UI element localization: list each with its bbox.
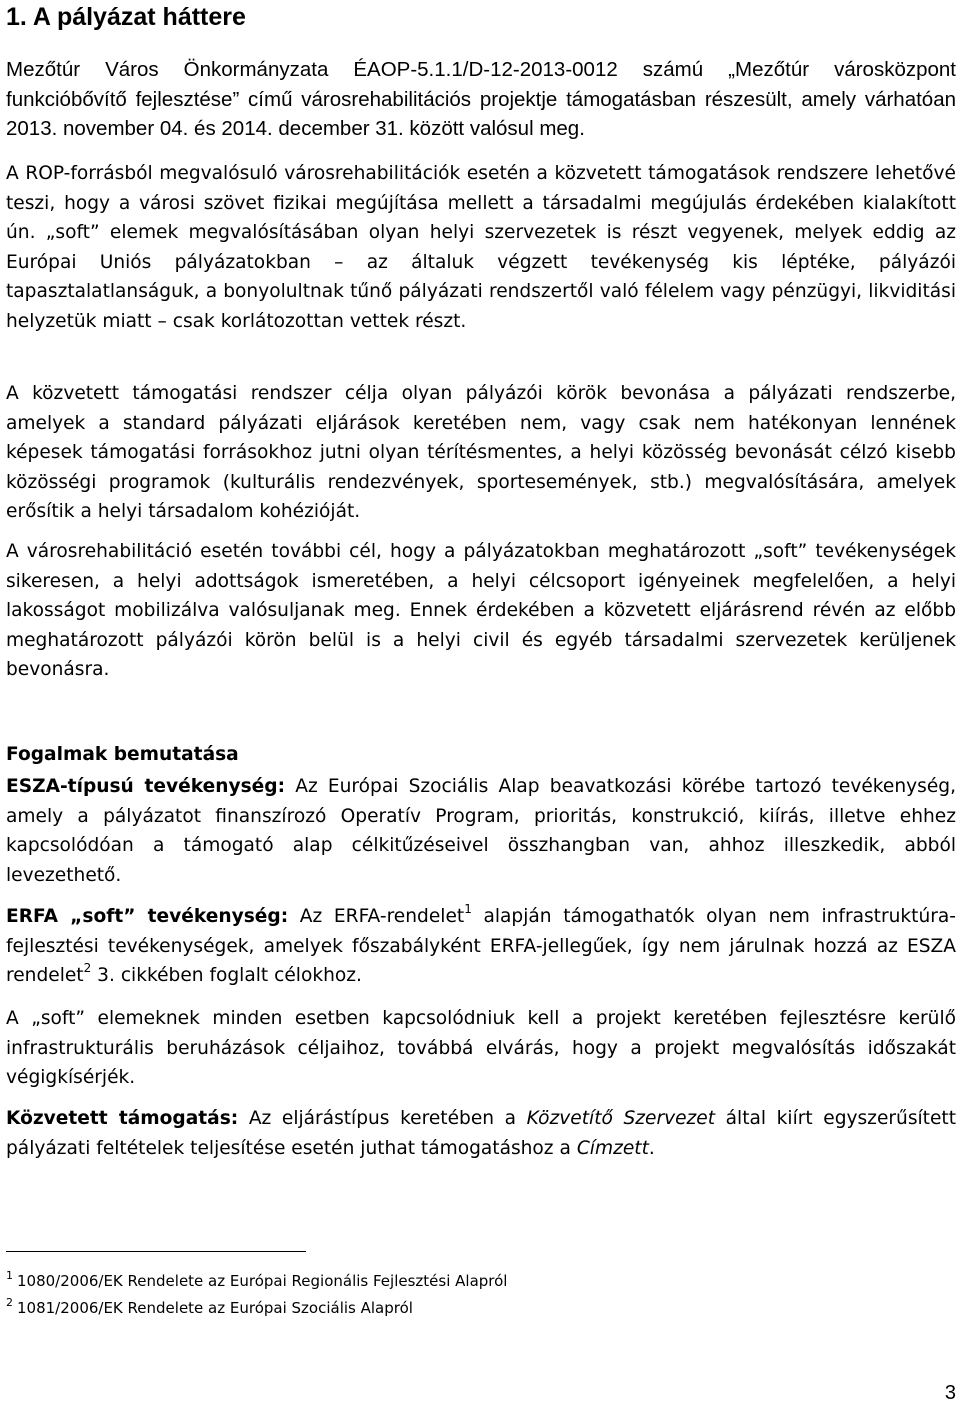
definition-esza <box>6 772 956 890</box>
footnote-mark: 2 <box>6 1296 13 1309</box>
soft-elements-paragraph: A „soft” elemeknek minden esetben kapcsolódniuk kell a projekt keretében fejlesztésre kerülő infrastrukturális beruházások céljaihoz, továbbá elvárás, hogy a projekt megvalósítás időszakát végigkísérjék. <box>6 1008 956 1088</box>
footnote-2 <box>6 1298 413 1318</box>
footnote-text: 1081/2006/EK Rendelete az Európai Szociális Alapról <box>17 1299 413 1317</box>
definition-italic-term: Közvetítő Szervezet <box>526 1108 716 1129</box>
definition-text: Az ERFA-rendelet <box>299 906 465 927</box>
page-number: 3 <box>944 1382 956 1404</box>
rop-paragraph: A ROP-forrásból megvalósuló városrehabilitációk esetén a közvetett támogatások rendszere lehetővé teszi, hogy a városi szövet fizikai megújítása mellett a társadalmi megújulás érdekében kialakított ún. „soft” elemek megvalósításában olyan helyi szervezetek is részt vegyenek, melyek eddig az Európai Uniós pályázatokban – az általuk végzett tevékenység kis léptéke, pályázói tapasztalatlanságuk, a bonyolultnak tűnő pályázati rendszertől való félelem vagy pénzügyi, likviditási helyzetük miatt – csak korlátozottan vettek részt. <box>6 163 956 332</box>
footnote-text: 1080/2006/EK Rendelete az Európai Regionális Fejlesztési Alapról <box>17 1272 508 1290</box>
intro-paragraph: Mezőtúr Város Önkormányzata ÉAOP-5.1.1/D-12-2013-0012 számú „Mezőtúr városközpont funkcióbővítő fejlesztése” című városrehabilitációs projektje támogatásban részesült, amely várhatóan 2013. november 04. és 2014. december 31. között valósul meg. <box>6 58 956 140</box>
indirect-support-paragraph: A közvetett támogatási rendszer célja olyan pályázói körök bevonása a pályázati rendszerbe, amelyek a standard pályázati eljárások keretében nem, vagy csak nem hatékonyan lennének képesek támogatási forrásokhoz jutni olyan térítésmentes, a helyi közösség bevonását célzó kisebb közösségi programok (kulturális rendezvények, sportesemények, stb.) megvalósítására, amelyek erősítik a helyi társadalom kohézióját. <box>6 383 956 522</box>
concepts-heading: Fogalmak bemutatása <box>6 744 239 765</box>
footnote-mark: 1 <box>6 1269 13 1282</box>
definition-term: ESZA-típusú tevékenység: <box>6 776 286 797</box>
footnote-ref[interactable]: 2 <box>83 961 92 975</box>
definition-text: Az Európai Szociális Alap beavatkozási körébe tartozó tevékenység, amely a pályázatot finanszírozó Operatív Program, prioritás, konstrukció, kiírás, illetve ehhez kapcsolódóan a támogató alap célkitűzéseivel összhangban van, ahhoz illeszkedik, abból levezethető. <box>6 776 956 886</box>
definition-term: ERFA „soft” tevékenység: <box>6 906 289 927</box>
footnote-ref[interactable]: 1 <box>464 902 472 916</box>
definition-erfa <box>6 902 956 991</box>
definition-text: által kiírt egyszerűsített pályázati feltételek teljesítése esetén juthat támogatáshoz a <box>6 1108 956 1159</box>
urban-rehab-paragraph: A városrehabilitáció esetén további cél, hogy a pályázatokban meghatározott „soft” tevékenységek sikeresen, a helyi adottságok ismeretében, a helyi célcsoport igényeinek megfelelően, a helyi lakosságot mobilizálva valósuljanak meg. Ennek érdekében a közvetett eljárásrend révén az előbb meghatározott pályázói körön belül is a helyi civil és egyéb társadalmi szervezetek kerüljenek bevonásra. <box>6 541 956 680</box>
definition-text: alapján támogathatók olyan nem infrastruktúra-fejlesztési tevékenységek, amelyek főszabályként ERFA-jellegűek, így nem járulnak hozzá az ESZA rendelet <box>6 906 956 986</box>
definition-term: Közvetett támogatás: <box>6 1108 239 1129</box>
section-heading: 1. A pályázat háttere <box>6 3 246 31</box>
definition-italic-term: Címzett <box>576 1137 649 1159</box>
footnote-divider <box>6 1251 306 1252</box>
definition-text: Az eljárástípus keretében a <box>248 1108 517 1129</box>
definition-text: . <box>648 1137 655 1159</box>
definition-kozvetett <box>6 1104 956 1163</box>
definition-text: 3. cikkében foglalt célokhoz. <box>97 965 362 986</box>
footnote-1 <box>6 1271 507 1291</box>
